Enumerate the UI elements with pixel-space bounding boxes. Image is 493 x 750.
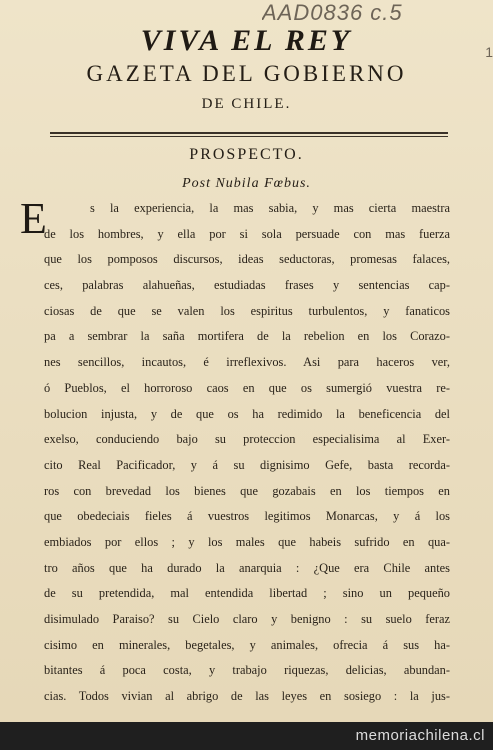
text-line: exelso, conduciendo bajo su proteccion especialisima al Exer- bbox=[44, 432, 450, 447]
epigraph: Post Nubila Fœbus. bbox=[182, 176, 311, 191]
source-watermark: memoriachilena.cl bbox=[355, 727, 485, 744]
text-line: cias. Todos vivian al abrigo de las leyes en sosiego : la jus- bbox=[44, 689, 450, 704]
newspaper-title: GAZETA DEL GOBIERNO bbox=[86, 61, 407, 86]
text-line: embiados por ellos ; y los males que habeis sufrido en qua- bbox=[44, 534, 450, 549]
text-line: bitantes á poca costa, y trabajo riquezas, delicias, abundan- bbox=[44, 663, 450, 678]
masthead bbox=[0, 24, 493, 114]
text-line: s la experiencia, la mas sabia, y mas cierta maestra bbox=[90, 201, 450, 215]
text-line: pa a sembrar la saña mortifera de la rebelion en los Corazo- bbox=[44, 329, 450, 344]
text-line: de su pretendida, mal entendida libertad ; sino un pequeño bbox=[44, 586, 450, 601]
drop-cap: E bbox=[20, 194, 47, 243]
masthead-rule-thin bbox=[50, 136, 448, 137]
text-line: ciosas de que se valen los espiritus turbulentos, y fanaticos bbox=[44, 303, 450, 318]
text-line: que los pomposos discursos, ideas seductoras, promesas falaces, bbox=[44, 252, 450, 267]
masthead-motto: VIVA EL REY bbox=[140, 24, 353, 57]
text-line: ó Pueblos, el horroroso caos en que os sumergió vuestra re- bbox=[44, 380, 450, 395]
text-line: que obedeciais fieles á vuestros legitimos Monarcas, y á los bbox=[44, 509, 450, 524]
newspaper-place: DE CHILE. bbox=[201, 96, 292, 112]
text-line: ros con brevedad los bienes que gozabais en los tiempos en bbox=[44, 483, 450, 498]
page-number: 1 bbox=[485, 44, 493, 60]
text-line: de los hombres, y ella por si sola persuade con mas fuerza bbox=[44, 226, 450, 241]
text-line: cisimo en minerales, begetales, y animales, ofrecia á sus ha- bbox=[44, 637, 450, 652]
masthead-rule bbox=[50, 132, 448, 134]
text-line: nes sencillos, incautos, é irreflexivos. Asi para haceros ver, bbox=[44, 355, 450, 370]
archive-call-number: AAD0836 c.5 bbox=[262, 0, 403, 25]
text-line: bolucion injusta, y de que os ha redimido la beneficencia del bbox=[44, 406, 450, 421]
text-line: disimulado Paraiso? su Cielo claro y benigno : su suelo feraz bbox=[44, 612, 450, 626]
section-heading: PROSPECTO. bbox=[189, 146, 304, 163]
text-line: cito Real Pacificador, y á su dignisimo Gefe, basta recorda- bbox=[44, 457, 450, 472]
text-line: ces, palabras alahueñas, estudiadas frases y sentencias cap- bbox=[44, 278, 450, 293]
article-body bbox=[44, 196, 450, 710]
text-line: tro años que ha durado la anarquia : ¿Que era Chile antes bbox=[44, 560, 450, 575]
